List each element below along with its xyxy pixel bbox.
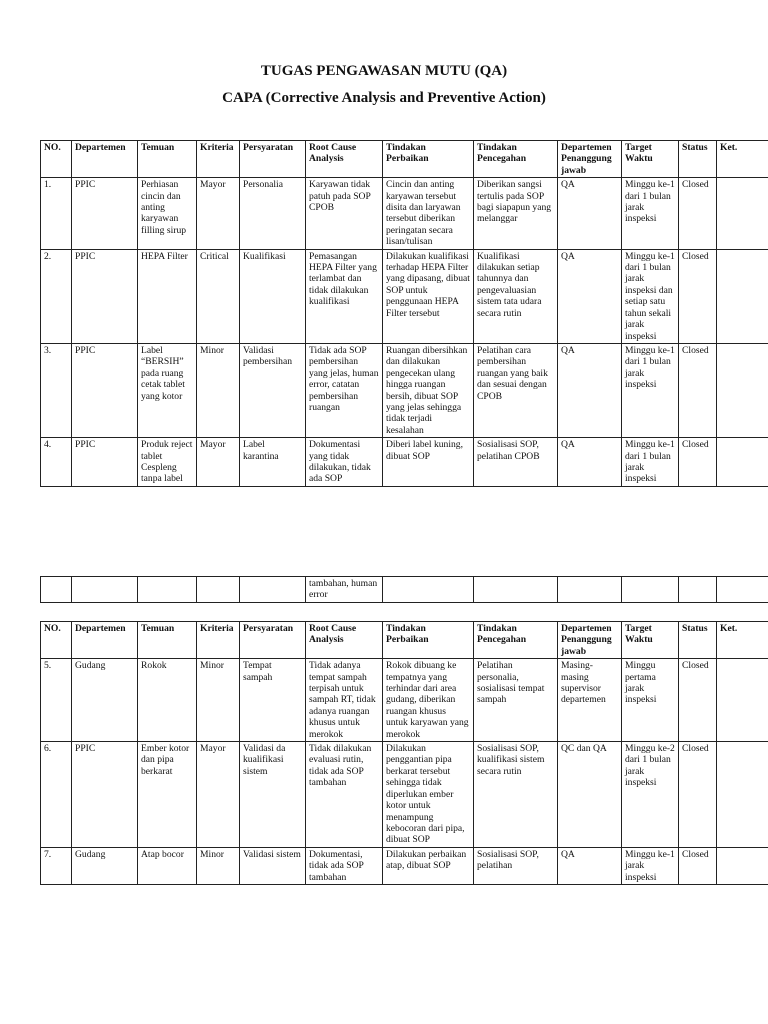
capa-table-fragment bbox=[40, 576, 768, 603]
cell-tindakan-perbaikan: Ruangan dibersihkan dan dilakukan pengecekan ulang hingga ruangan bersih, dibuat SOP yang jelas sehingga tidak terjadi kesalahan bbox=[383, 343, 474, 437]
header-root-cause: Root Cause Analysis bbox=[306, 141, 383, 178]
cell-persyaratan: Validasi pembersihan bbox=[240, 343, 306, 437]
cell-no: 4. bbox=[41, 438, 72, 487]
cell-ket bbox=[717, 343, 768, 437]
cell-kriteria: Minor bbox=[197, 343, 240, 437]
cell-status bbox=[679, 577, 717, 603]
cell-persyaratan: Tempat sampah bbox=[240, 659, 306, 742]
cell-persyaratan: Kualifikasi bbox=[240, 249, 306, 343]
cell-root-cause: tambahan, human error bbox=[306, 577, 383, 603]
cell-kriteria: Minor bbox=[197, 847, 240, 884]
header-temuan: Temuan bbox=[138, 622, 197, 659]
cell-departemen: PPIC bbox=[72, 249, 138, 343]
table-header-row bbox=[41, 141, 768, 178]
cell-departemen: PPIC bbox=[72, 343, 138, 437]
capa-table-1 bbox=[40, 140, 768, 487]
cell-temuan: Perhiasan cincin dan anting karyawan filling sirup bbox=[138, 178, 197, 249]
cell-persyaratan: Label karantina bbox=[240, 438, 306, 487]
cell-departemen-pj: QC dan QA bbox=[558, 742, 622, 848]
cell-tindakan-pencegahan: Diberikan sangsi tertulis pada SOP bagi siapapun yang melanggar bbox=[474, 178, 558, 249]
table-row bbox=[41, 249, 768, 343]
header-target-waktu: Target Waktu bbox=[622, 622, 679, 659]
cell-tindakan-pencegahan: Pelatihan personalia, sosialisasi tempat sampah bbox=[474, 659, 558, 742]
cell-kriteria: Mayor bbox=[197, 742, 240, 848]
cell-ket bbox=[717, 847, 768, 884]
cell-departemen: PPIC bbox=[72, 178, 138, 249]
cell-root-cause: Dokumentasi yang tidak dilakukan, tidak ada SOP bbox=[306, 438, 383, 487]
cell-tindakan-perbaikan: Cincin dan anting karyawan tersebut disita dan laryawan tersebut diberikan peringatan secara lisan/tulisan bbox=[383, 178, 474, 249]
capa-table-2 bbox=[40, 621, 768, 885]
cell-no: 1. bbox=[41, 178, 72, 249]
cell-root-cause: Karyawan tidak patuh pada SOP CPOB bbox=[306, 178, 383, 249]
header-tindakan-perbaikan: Tindakan Perbaikan bbox=[383, 622, 474, 659]
cell-target-waktu: Minggu ke-1 dari 1 bulan jarak inspeksi bbox=[622, 438, 679, 487]
cell-departemen-pj: Masing-masing supervisor departemen bbox=[558, 659, 622, 742]
header-tindakan-pencegahan: Tindakan Pencegahan bbox=[474, 622, 558, 659]
cell-departemen bbox=[72, 577, 138, 603]
cell-departemen-pj: QA bbox=[558, 249, 622, 343]
cell-departemen-pj: QA bbox=[558, 178, 622, 249]
cell-root-cause: Tidak dilakukan evaluasi rutin, tidak ada SOP tambahan bbox=[306, 742, 383, 848]
header-persyaratan: Persyaratan bbox=[240, 622, 306, 659]
cell-departemen: PPIC bbox=[72, 438, 138, 487]
table-header-row bbox=[41, 622, 768, 659]
header-tindakan-pencegahan: Tindakan Pencegahan bbox=[474, 141, 558, 178]
cell-ket bbox=[717, 178, 768, 249]
cell-kriteria: Critical bbox=[197, 249, 240, 343]
cell-tindakan-pencegahan: Sosialisasi SOP, kualifikasi sistem secara rutin bbox=[474, 742, 558, 848]
cell-ket bbox=[717, 249, 768, 343]
cell-tindakan-perbaikan: Diberi label kuning, dibuat SOP bbox=[383, 438, 474, 487]
header-no: NO. bbox=[41, 141, 72, 178]
cell-tindakan-pencegahan: Pelatihan cara pembersihan ruangan yang baik dan sesuai dengan CPOB bbox=[474, 343, 558, 437]
table-row bbox=[41, 438, 768, 487]
cell-root-cause: Tidak adanya tempat sampah terpisah untuk sampah RT, tidak adanya ruangan khusus untuk merokok bbox=[306, 659, 383, 742]
cell-departemen: Gudang bbox=[72, 847, 138, 884]
header-departemen: Departemen bbox=[72, 622, 138, 659]
header-ket: Ket. bbox=[717, 141, 768, 178]
cell-temuan: Ember kotor dan pipa berkarat bbox=[138, 742, 197, 848]
cell-temuan: Atap bocor bbox=[138, 847, 197, 884]
table-row bbox=[41, 343, 768, 437]
header-target-waktu: Target Waktu bbox=[622, 141, 679, 178]
cell-target-waktu: Minggu ke-1 jarak inspeksi bbox=[622, 847, 679, 884]
cell-tindakan-perbaikan: Dilakukan kualifikasi terhadap HEPA Filter yang dipasang, dibuat SOP untuk penggunaan HEPA Filter tersebut bbox=[383, 249, 474, 343]
cell-ket bbox=[717, 742, 768, 848]
cell-no: 2. bbox=[41, 249, 72, 343]
cell-status: Closed bbox=[679, 249, 717, 343]
cell-status: Closed bbox=[679, 742, 717, 848]
header-kriteria: Kriteria bbox=[197, 622, 240, 659]
header-departemen-pj: Departemen Penanggung jawab bbox=[558, 141, 622, 178]
cell-kriteria: Mayor bbox=[197, 438, 240, 487]
cell-target-waktu: Minggu pertama jarak inspeksi bbox=[622, 659, 679, 742]
header-status: Status bbox=[679, 622, 717, 659]
cell-no: 6. bbox=[41, 742, 72, 848]
cell-status: Closed bbox=[679, 438, 717, 487]
cell-status: Closed bbox=[679, 343, 717, 437]
cell-root-cause: Dokumentasi, tidak ada SOP tambahan bbox=[306, 847, 383, 884]
cell-no bbox=[41, 577, 72, 603]
cell-target-waktu: Minggu ke-1 dari 1 bulan jarak inspeksi dan setiap satu tahun sekali jarak inspeksi bbox=[622, 249, 679, 343]
cell-persyaratan: Validasi da kualifikasi sistem bbox=[240, 742, 306, 848]
document-title: TUGAS PENGAWASAN MUTU (QA) bbox=[260, 63, 508, 79]
cell-departemen-pj: QA bbox=[558, 343, 622, 437]
cell-persyaratan bbox=[240, 577, 306, 603]
cell-departemen: Gudang bbox=[72, 659, 138, 742]
cell-temuan: HEPA Filter bbox=[138, 249, 197, 343]
header-kriteria: Kriteria bbox=[197, 141, 240, 178]
cell-no: 3. bbox=[41, 343, 72, 437]
header-departemen: Departemen bbox=[72, 141, 138, 178]
header-no: NO. bbox=[41, 622, 72, 659]
cell-tindakan-perbaikan: Dilakukan penggantian pipa berkarat tersebut sehingga tidak diperlukan ember kotor untuk menampung kebocoran dari pipa, dibuat SOP bbox=[383, 742, 474, 848]
cell-tindakan-perbaikan: Rokok dibuang ke tempatnya yang terhindar dari area gudang, diberikan ruangan khusus untuk karyawan yang merokok bbox=[383, 659, 474, 742]
cell-ket bbox=[717, 438, 768, 487]
cell-ket bbox=[717, 577, 768, 603]
cell-kriteria bbox=[197, 577, 240, 603]
table-row bbox=[41, 847, 768, 884]
cell-ket bbox=[717, 659, 768, 742]
cell-persyaratan: Personalia bbox=[240, 178, 306, 249]
cell-status: Closed bbox=[679, 659, 717, 742]
header-root-cause: Root Cause Analysis bbox=[306, 622, 383, 659]
header-status: Status bbox=[679, 141, 717, 178]
cell-departemen-pj: QA bbox=[558, 847, 622, 884]
header-persyaratan: Persyaratan bbox=[240, 141, 306, 178]
cell-tindakan-perbaikan: Dilakukan perbaikan atap, dibuat SOP bbox=[383, 847, 474, 884]
cell-departemen-pj bbox=[558, 577, 622, 603]
cell-root-cause: Pemasangan HEPA Filter yang terlambat dan tidak dilakukan kualifikasi bbox=[306, 249, 383, 343]
cell-tindakan-pencegahan: Sosialisasi SOP, pelatihan CPOB bbox=[474, 438, 558, 487]
cell-persyaratan: Validasi sistem bbox=[240, 847, 306, 884]
document-subtitle: CAPA (Corrective Analysis and Preventive Action) bbox=[222, 90, 546, 106]
header-temuan: Temuan bbox=[138, 141, 197, 178]
cell-target-waktu: Minggu ke-1 dari 1 bulan jarak inspeksi bbox=[622, 343, 679, 437]
cell-temuan: Label “BERSIH” pada ruang cetak tablet yang kotor bbox=[138, 343, 197, 437]
cell-kriteria: Minor bbox=[197, 659, 240, 742]
header-departemen-pj: Departemen Penanggung jawab bbox=[558, 622, 622, 659]
cell-target-waktu bbox=[622, 577, 679, 603]
cell-temuan bbox=[138, 577, 197, 603]
cell-tindakan-perbaikan bbox=[383, 577, 474, 603]
header-tindakan-perbaikan: Tindakan Perbaikan bbox=[383, 141, 474, 178]
cell-no: 7. bbox=[41, 847, 72, 884]
cell-temuan: Rokok bbox=[138, 659, 197, 742]
cell-status: Closed bbox=[679, 847, 717, 884]
cell-tindakan-pencegahan: Sosialisasi SOP, pelatihan bbox=[474, 847, 558, 884]
table-row bbox=[41, 659, 768, 742]
table-row bbox=[41, 742, 768, 848]
cell-temuan: Produk reject tablet Cespleng tanpa label bbox=[138, 438, 197, 487]
cell-status: Closed bbox=[679, 178, 717, 249]
table-row bbox=[41, 178, 768, 249]
table-row bbox=[41, 577, 768, 603]
cell-departemen-pj: QA bbox=[558, 438, 622, 487]
cell-no: 5. bbox=[41, 659, 72, 742]
header-ket: Ket. bbox=[717, 622, 768, 659]
cell-root-cause: Tidak ada SOP pembersihan yang jelas, human error, catatan pembersihan ruangan bbox=[306, 343, 383, 437]
cell-departemen: PPIC bbox=[72, 742, 138, 848]
cell-tindakan-pencegahan bbox=[474, 577, 558, 603]
cell-kriteria: Mayor bbox=[197, 178, 240, 249]
cell-target-waktu: Minggu ke-2 dari 1 bulan jarak inspeksi bbox=[622, 742, 679, 848]
cell-tindakan-pencegahan: Kualifikasi dilakukan setiap tahunnya dan pengevaluasian sistem tata udara secara rutin bbox=[474, 249, 558, 343]
cell-target-waktu: Minggu ke-1 dari 1 bulan jarak inspeksi bbox=[622, 178, 679, 249]
